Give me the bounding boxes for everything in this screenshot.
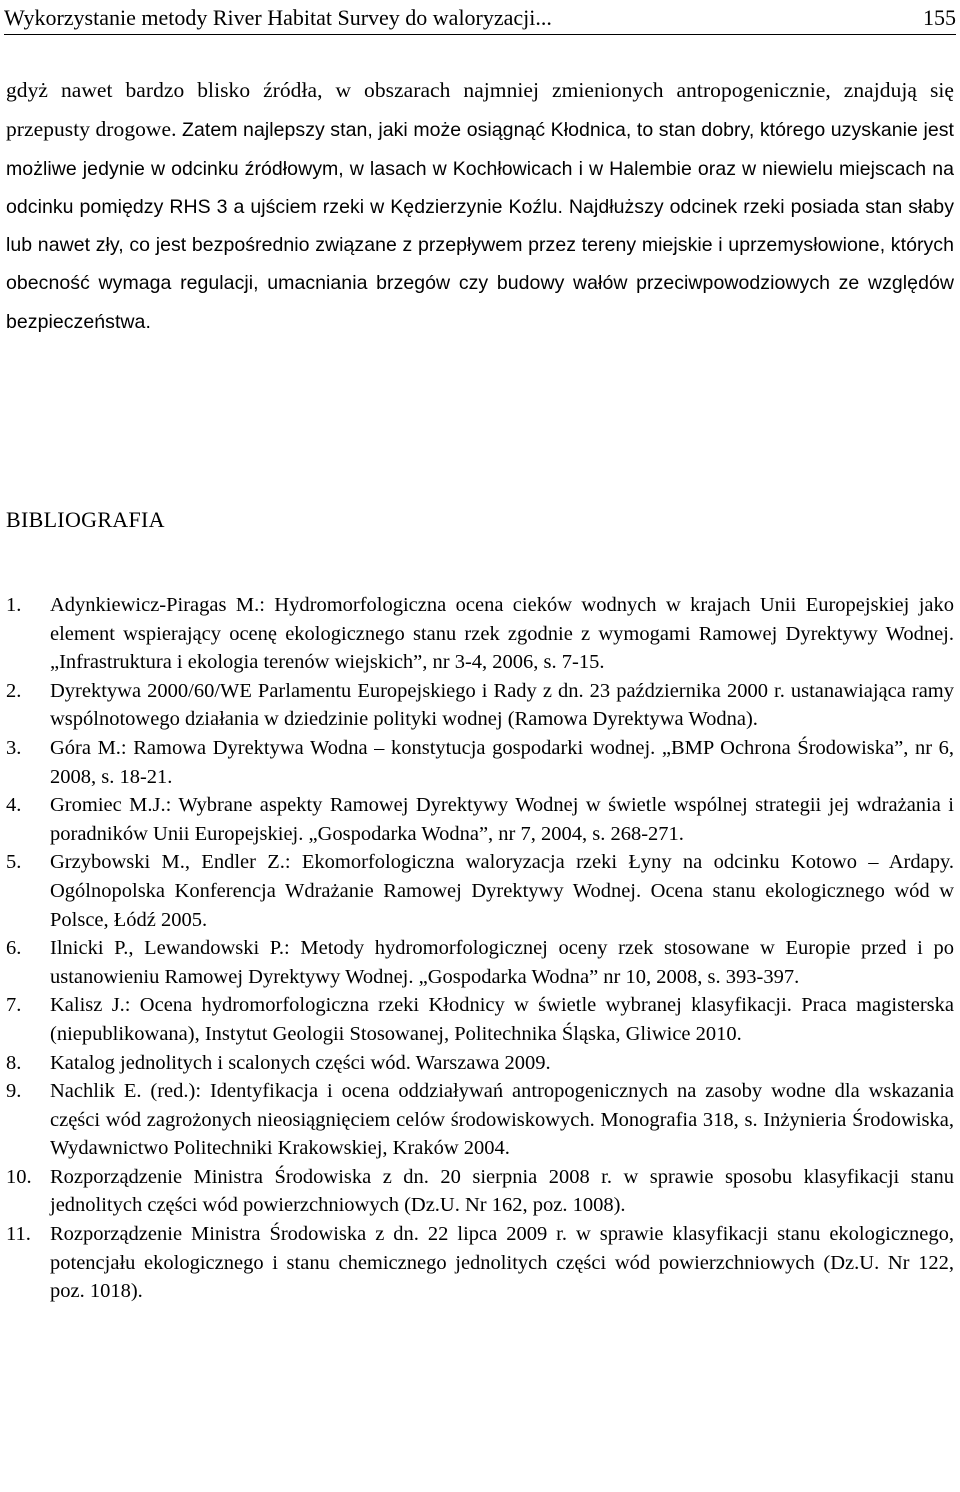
bibliography-item	[6, 1163, 954, 1220]
bibliography-item	[6, 1049, 954, 1078]
bibliography-item	[6, 991, 954, 1048]
bibliography-item-number: 5.	[6, 851, 22, 874]
bibliography-item	[6, 848, 954, 934]
bibliography-item	[6, 1077, 954, 1163]
bibliography-item-number: 8.	[6, 1051, 22, 1074]
body-paragraph	[6, 71, 954, 341]
bibliography-item-number: 7.	[6, 994, 22, 1017]
bibliography-item-number: 2.	[6, 679, 22, 702]
bibliography-item-text: Nachlik E. (red.): Identyfikacja i ocena oddziaływań antropogenicznych na zasoby wodne dla wskazania części wód zagrożonych nieosiągnięciem celów środowiskowych. Monografia 318, s. Inżynieria Środowiska, Wydawnictwo Politechniki Krakowskiej, Kraków 2004.	[50, 1080, 954, 1160]
running-header-title: Wykorzystanie metody River Habitat Survey do waloryzacji...	[4, 5, 552, 30]
body-paragraph-part3: Najdłuższy odcinek rzeki posiada stan słaby lub nawet zły, co jest bezpośrednio związane z przepływem przez tereny miejskie i uprzemysłowione, których obecność wymaga regulacji, umacniania brzegów czy budowy wałów przeciwpowodziowych ze względów bezpieczeństwa.	[6, 195, 954, 333]
bibliography-item-number: 6.	[6, 937, 22, 960]
bibliography-item-number: 11.	[6, 1223, 31, 1246]
bibliography-item-text: Gromiec M.J.: Wybrane aspekty Ramowej Dyrektywy Wodnej w świetle wspólnej strategii jej wdrażania i poradników Unii Europejskiej. „Gospodarka Wodna”, nr 7, 2004, s. 268-271.	[50, 794, 954, 845]
bibliography-item-text: Kalisz J.: Ocena hydromorfologiczna rzeki Kłodnicy w świetle wybranej klasyfikacji. Praca magisterska (niepublikowana), Instytut Geologii Stosowanej, Politechnika Śląska, Gliwice 2010.	[50, 994, 954, 1045]
bibliography-item-number: 1.	[6, 594, 22, 616]
bibliography-item	[6, 734, 954, 791]
bibliography-item-text: Góra M.: Ramowa Dyrektywa Wodna – konstytucja gospodarki wodnej. „BMP Ochrona Środowiska”, nr 6, 2008, s. 18-21.	[50, 736, 954, 788]
bibliography-item-text: Rozporządzenie Ministra Środowiska z dn. 20 sierpnia 2008 r. w sprawie sposobu klasyfikacji stanu jednolitych części wód powierzchniowych (Dz.U. Nr 162, poz. 1008).	[50, 1165, 954, 1217]
bibliography-item-number: 4.	[6, 794, 22, 817]
bibliography-item-text: Dyrektywa 2000/60/WE Parlamentu Europejskiego i Rady z dn. 23 października 2000 r. ustanawiająca ramy wspólnotowego działania w dziedzinie polityki wodnej (Ramowa Dyrektywa Wodna).	[50, 679, 954, 731]
bibliography-item-text: Grzybowski M., Endler Z.: Ekomorfologiczna waloryzacja rzeki Łyny na odcinku Kotowo – Ardapy. Ogólnopolska Konferencja Wdrażanie Ramowej Dyrektywy Wodnej. Ocena stanu ekologicznego wód w Polsce, Łódź 2005.	[50, 851, 954, 931]
bibliography-item-text: Ilnicki P., Lewandowski P.: Metody hydromorfologicznej oceny rzek stosowane w Europie przed i po ustanowieniu Ramowej Dyrektywy Wodnej. „Gospodarka Wodna” nr 10, 2008, s. 393-397.	[50, 937, 954, 988]
bibliography-item-text: Katalog jednolitych i scalonych części wód. Warszawa 2009.	[50, 1051, 551, 1074]
body-paragraph-part2: Zatem najlepszy stan, jaki może osiągnąć Kłodnica, to stan dobry, którego uzyskanie jest możliwe jedynie w odcinku źródłowym, w lasach w Kochłowicach i w Halembie oraz w niewielu miejscach na odcinku pomiędzy RHS 3 a ujściem rzeki w Kędzierzynie Koźlu.	[6, 119, 954, 218]
bibliography-list	[6, 591, 954, 1306]
bibliography-item-text: Adynkiewicz-Piragas M.: Hydromorfologiczna ocena cieków wodnych w krajach Unii Europejskiej jako element wspierający ocenę ekologicznego stanu rzek zgodnie z wymogami Ramowej Dyrektywy Wodnej. „Infrastruktura i ekologia terenów wiejskich”, nr 3-4, 2006, s. 7-15.	[50, 594, 954, 674]
bibliography-item	[6, 791, 954, 848]
bibliography-item	[6, 1220, 954, 1306]
bibliography-item-number: 9.	[6, 1080, 22, 1103]
bibliography-item-number: 3.	[6, 736, 22, 759]
bibliography-item	[6, 934, 954, 991]
bibliography-item	[6, 591, 954, 677]
page-number: 155	[923, 5, 956, 30]
bibliography-item	[6, 677, 954, 734]
bibliography-item-number: 10.	[6, 1165, 32, 1188]
bibliography-heading: BIBLIOGRAFIA	[6, 507, 165, 532]
body-paragraph-part1: gdyż nawet bardzo blisko źródła, w obszarach najmniej zmienionych antropogenicznie, znajdują się przepusty drogowe.	[6, 78, 954, 142]
running-header	[4, 4, 956, 35]
bibliography-item-text: Rozporządzenie Ministra Środowiska z dn. 22 lipca 2009 r. w sprawie klasyfikacji stanu ekologicznego, potencjału ekologicznego i stanu chemicznego jednolitych części wód powierzchniowych (Dz.U. Nr 122, poz. 1018).	[50, 1223, 954, 1303]
